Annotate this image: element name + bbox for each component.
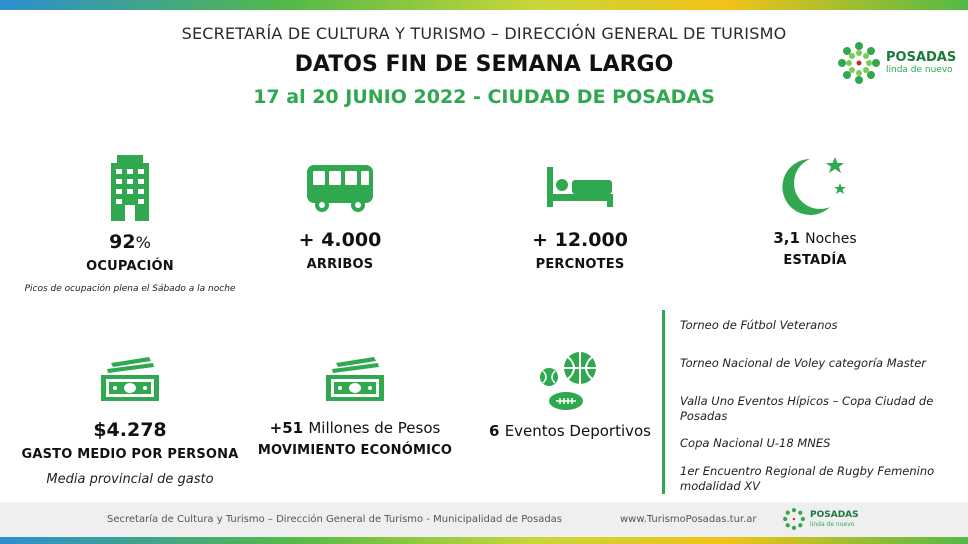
movimiento-value: +51 [269,419,304,437]
arribos-label: ARRIBOS [306,257,374,272]
stat-arribos [250,163,430,272]
movimiento-label: MOVIMIENTO ECONÓMICO [257,443,453,458]
eventos-unit: Eventos Deportivos [504,422,651,440]
stat-movimiento [250,355,460,458]
flower-logo-icon [782,507,806,531]
stat-gasto [10,355,250,487]
logo-tagline: linda de nuevo [886,65,953,75]
eventos-value: 6 [489,422,500,440]
sports-balls-icon [538,350,602,412]
footer-url-link[interactable]: www.TurismoPosadas.tur.ar [620,514,757,525]
event-item: Copa Nacional U-18 MNES [680,436,831,450]
event-item: Torneo Nacional de Voley categoría Master [680,356,926,370]
top-color-band [0,0,968,10]
flower-logo-icon [836,40,882,86]
moon-stars-icon [780,155,850,217]
footer [0,502,968,537]
money-icon [324,355,386,403]
movimiento-unit: Millones de Pesos [308,419,441,437]
stat-ocupacion [10,155,250,294]
pernoctes-label: PERCNOTES [535,257,625,272]
gasto-label: GASTO MEDIO POR PERSONA [21,447,239,462]
event-item: Valla Uno Eventos Hípicos – Copa Ciudad de Posadas [680,394,934,423]
event-item: 1er Encuentro Regional de Rugby Femenino modalidad XV [680,464,935,493]
posadas-logo [836,40,956,86]
bottom-color-band [0,537,968,544]
stat-eventos [480,350,660,440]
gasto-note: Media provincial de gasto [46,472,214,487]
estadia-unit: Noches [805,231,857,247]
events-divider [662,310,665,494]
event-item: Torneo de Fútbol Veteranos [680,318,838,332]
header-date: 17 al 20 JUNIO 2022 - CIUDAD DE POSADAS [253,86,715,108]
arribos-value: + 4.000 [298,229,382,251]
ocupacion-note: Picos de ocupación plena el Sábado a la noche [24,284,236,294]
logo-name: POSADAS [886,50,957,65]
stat-estadia [725,155,905,268]
estadia-value: 3,1 [773,229,800,247]
bus-icon [305,163,375,213]
posadas-logo-footer [782,507,859,531]
building-icon [107,155,153,221]
ocupacion-value: 92 [109,231,136,253]
pernoctes-value: + 12.000 [532,229,628,251]
footer-text: Secretaría de Cultura y Turismo – Dirección General de Turismo - Municipalidad de Posadas [107,514,563,525]
ocupacion-label: OCUPACIÓN [86,259,174,274]
stat-pernoctes [490,165,670,272]
header-org: SECRETARÍA DE CULTURA Y TURISMO – DIRECCIÓN GENERAL DE TURISMO [181,24,787,43]
money-icon [99,355,161,403]
logo-name: POSADAS [810,509,859,520]
gasto-value: $4.278 [93,419,167,441]
estadia-label: ESTADÍA [783,253,847,268]
logo-tagline: linda de nuevo [810,520,855,528]
page-title: DATOS FIN DE SEMANA LARGO [294,52,674,77]
ocupacion-unit: % [135,233,151,252]
bed-icon [545,165,615,209]
